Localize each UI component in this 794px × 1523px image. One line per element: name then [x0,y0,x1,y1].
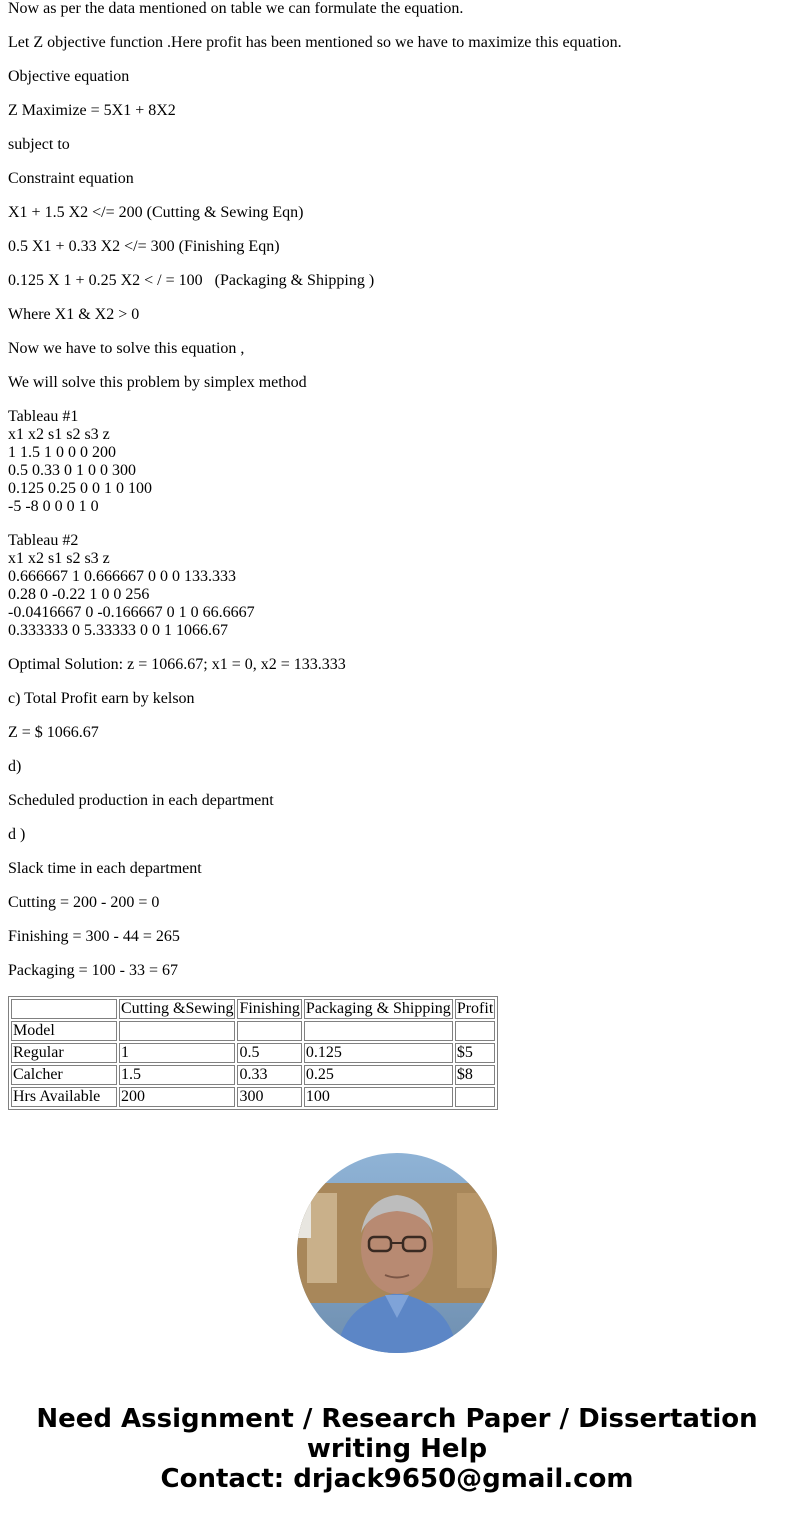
table-header-row [11,999,495,1019]
tableau-row: x1 x2 s1 s2 s3 z [8,426,110,443]
table-cell [119,1021,235,1041]
tableau-row: 0.125 0.25 0 0 1 0 100 [8,480,152,497]
paragraph: Where X1 & X2 > 0 [8,306,140,323]
paragraph: Now as per the data mentioned on table we can formulate the equation. [8,0,464,17]
table-cell: 0.5 [237,1043,301,1063]
contact-line: Contact: drjack9650@gmail.com [160,1464,634,1494]
paragraph: subject to [8,136,70,153]
results-section [8,656,788,980]
table-cell: $5 [455,1043,495,1063]
table-cell: 1 [119,1043,235,1063]
slack-line: Cutting = 200 - 200 = 0 [8,894,160,911]
table-cell: Calcher [11,1065,117,1085]
table-cell: 0.33 [237,1065,301,1085]
objective-equation: Z Maximize = 5X1 + 8X2 [8,102,176,119]
tableau-row: 0.5 0.33 0 1 0 0 300 [8,462,136,479]
total-profit: Z = $ 1066.67 [8,724,99,741]
tableau-row: x1 x2 s1 s2 s3 z [8,550,110,567]
table-cell: 0.125 [304,1043,453,1063]
constraint-equation: 0.5 X1 + 0.33 X2 </= 300 (Finishing Eqn) [8,238,280,255]
table-cell [11,999,117,1019]
paragraph: We will solve this problem by simplex method [8,374,307,391]
paragraph: c) Total Profit earn by kelson [8,690,195,707]
paragraph: Constraint equation [8,170,134,187]
tableau-row: -0.0416667 0 -0.166667 0 1 0 66.6667 [8,604,255,621]
table-cell [455,1021,495,1041]
tableau-title: Tableau #2 [8,532,79,549]
tableau-1 [8,408,788,516]
table-row [11,1087,495,1107]
tableau-row: 0.666667 1 0.666667 0 0 0 133.333 [8,568,236,585]
tableau-row: -5 -8 0 0 0 1 0 [8,498,99,515]
table-header-cell: Cutting &Sewing [121,1000,234,1017]
optimal-solution: Optimal Solution: z = 1066.67; x1 = 0, x2 = 133.333 [8,656,346,673]
table-cell [455,1087,495,1107]
paragraph: Scheduled production in each department [8,792,274,809]
table-cell: 300 [237,1087,301,1107]
paragraph: Let Z objective function .Here profit has been mentioned so we have to maximize this equation. [8,34,622,51]
table-cell: 1.5 [119,1065,235,1085]
table-cell: 100 [304,1087,453,1107]
table-cell: Regular [11,1043,117,1063]
table-cell [237,1021,301,1041]
tableau-2 [8,532,788,640]
table-cell: 0.25 [304,1065,453,1085]
slack-line: Finishing = 300 - 44 = 265 [8,928,180,945]
constraint-equation: 0.125 X 1 + 0.25 X2 < / = 100 (Packaging & Shipping ) [8,272,375,289]
tableau-row: 0.333333 0 5.33333 0 0 1 1066.67 [8,622,228,639]
footer-line: Need Assignment / Research Paper / Dissertation [36,1404,758,1434]
table-row [11,1065,495,1085]
table-header-cell: Profit [456,1000,494,1017]
tableau-row: 1 1.5 1 0 0 0 200 [8,444,116,461]
data-table [8,996,498,1110]
table-row [11,1021,495,1041]
footer-line: writing Help [306,1434,488,1464]
author-avatar [297,1153,497,1353]
intro-section [8,0,788,392]
document-body [8,0,788,1110]
promo-footer [0,1404,794,1494]
table-cell [304,1021,453,1041]
table-cell: Hrs Available [11,1087,117,1107]
table-cell: 200 [119,1087,235,1107]
portrait-image [297,1153,497,1353]
table-cell: Model [11,1021,117,1041]
tableau-row: 0.28 0 -0.22 1 0 0 256 [8,586,150,603]
slack-line: Packaging = 100 - 33 = 67 [8,962,179,979]
table-header-cell: Packaging & Shipping [305,1000,451,1017]
paragraph: Now we have to solve this equation , [8,340,245,357]
tableau-title: Tableau #1 [8,408,79,425]
constraint-equation: X1 + 1.5 X2 </= 200 (Cutting & Sewing Eqn) [8,204,304,221]
paragraph: d ) [8,826,26,843]
paragraph: d) [8,758,22,775]
table-header-cell: Finishing [239,1000,300,1017]
paragraph: Slack time in each department [8,860,202,877]
table-cell: $8 [455,1065,495,1085]
table-row [11,1043,495,1063]
paragraph: Objective equation [8,68,130,85]
